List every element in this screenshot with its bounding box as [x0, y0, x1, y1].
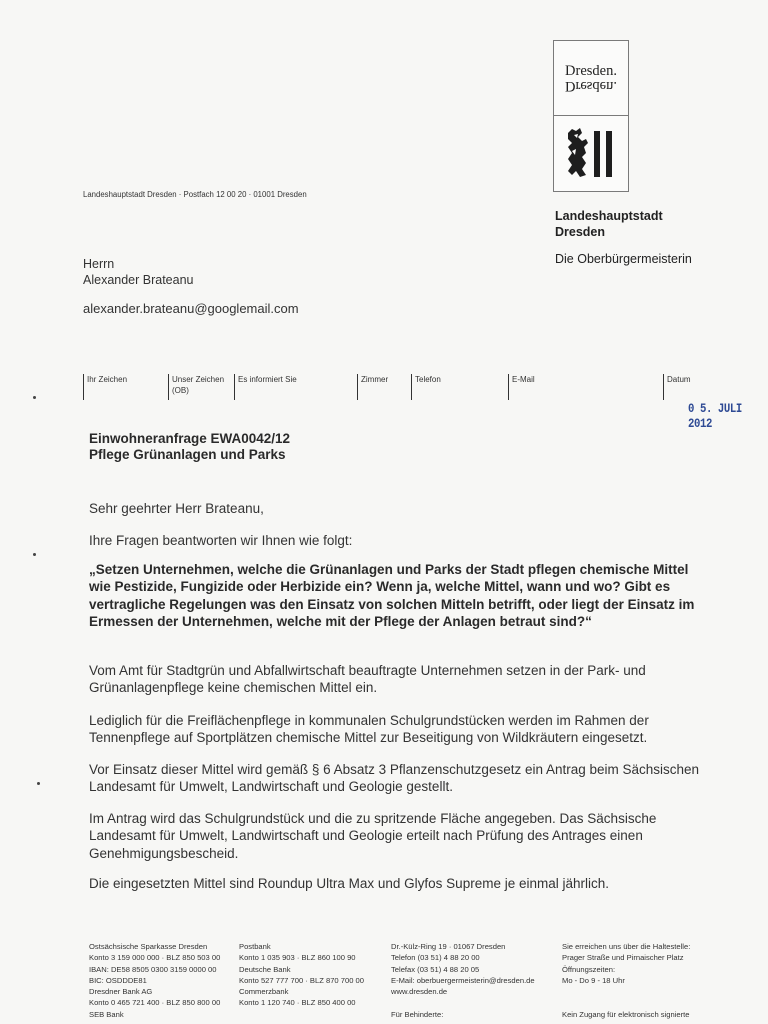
- ref-datum-label: Datum: [667, 375, 691, 384]
- footer-line: www.dresden.de: [391, 987, 448, 997]
- footer-line: Sie erreichen uns über die Haltestelle:: [562, 942, 691, 951]
- ref-unser-zeichen-value: (OB): [172, 386, 189, 395]
- subject-line1: Einwohneranfrage EWA0042/12: [89, 431, 291, 446]
- sender-organization: [555, 208, 663, 240]
- footer-line: IBAN: DE58 8505 0300 3159 0000 00: [89, 964, 217, 974]
- recipient-name: Alexander Brateanu: [83, 273, 194, 287]
- ref-unser-zeichen: [168, 374, 224, 400]
- footer-line: [562, 986, 690, 997]
- footer-bank-column-2: [239, 941, 364, 1009]
- answer-paragraph-2: Lediglich für die Freiflächenpflege in kommunalen Schulgrundstücken werden im Rahmen der Tennenpflege auf Sportplätzen chemische Mittel zur Beseitigung von Wildkräutern eingesetzt.: [89, 713, 649, 746]
- answer-paragraph-5: Die eingesetzten Mittel sind Roundup Ultra Max und Glyfos Supreme je einmal jährlich.: [89, 876, 610, 891]
- fold-mark: [33, 396, 36, 399]
- footer-contact-column: [391, 941, 535, 1020]
- dresden-lion-crest-icon: [562, 123, 620, 183]
- ref-zimmer: [357, 374, 388, 400]
- footer-line: Für Behinderte:: [391, 1009, 444, 1019]
- footer-line: Telefax (03 51) 4 88 20 05: [391, 964, 480, 974]
- footer-line: Deutsche Bank: [239, 964, 291, 974]
- footer-line: Dr.-Külz-Ring 19 · 01067 Dresden: [391, 942, 506, 951]
- footer-line: Konto 3 159 000 000 · BLZ 850 503 00: [89, 953, 221, 963]
- footer-line: Postbank: [239, 942, 271, 951]
- subject-line2: Pflege Grünanlagen und Parks: [89, 447, 286, 462]
- sender-department: Die Oberbürgermeisterin: [555, 252, 692, 266]
- footer-line: Prager Straße und Pirnaischer Platz: [562, 953, 684, 963]
- footer-line: Mo - Do 9 - 18 Uhr: [562, 975, 625, 985]
- footer-line: Konto 0 465 721 400 · BLZ 850 800 00: [89, 998, 221, 1008]
- ref-unser-zeichen-label: Unser Zeichen: [172, 375, 225, 384]
- ref-email: [508, 374, 535, 400]
- footer-line: Telefon (03 51) 4 88 20 00: [391, 953, 480, 963]
- ref-zimmer-label: Zimmer: [361, 375, 389, 384]
- ref-ihr-zeichen-label: Ihr Zeichen: [87, 375, 128, 384]
- recipient-address: [83, 256, 194, 288]
- footer-line: Dresdner Bank AG: [89, 987, 153, 997]
- footer-line: E-Mail: oberbuergermeisterin@dresden.de: [391, 975, 535, 985]
- recipient-email: alexander.brateanu@googlemail.com: [83, 301, 299, 316]
- ref-ihr-zeichen: [83, 374, 127, 400]
- logo-divider: [554, 115, 628, 116]
- footer-transit-column: [562, 941, 690, 1020]
- ref-telefon: [411, 374, 441, 400]
- ref-email-label: E-Mail: [512, 375, 535, 384]
- answer-paragraph-1: Vom Amt für Stadtgrün und Abfallwirtschaft beauftragte Unternehmen setzen in der Park- und Grünanlagenpflege keine chemischen Mittel ein.: [89, 663, 646, 696]
- footer-line: [562, 997, 690, 1008]
- footer-line: SEB Bank: [89, 1009, 124, 1019]
- date-stamp: 0 5. JULI 2012: [688, 401, 742, 431]
- footer-line: Konto 1 120 740 · BLZ 850 400 00: [239, 998, 356, 1008]
- ref-es-informiert: [234, 374, 297, 400]
- footer-line: BIC: OSDDDE81: [89, 975, 147, 985]
- logo-wordmark: Dresden.: [565, 63, 617, 79]
- footer-line: [391, 997, 535, 1008]
- recipient-title: Herrn: [83, 257, 115, 271]
- quoted-question: „Setzen Unternehmen, welche die Grünanlagen und Parks der Stadt pflegen chemische Mittel wie Pestizide, Fungizide oder Herbizide ein? Wenn ja, welche Mittel, wann und wo? Gibt es vertragliche Regelungen was den Einsatz von solchen Mitteln betrifft, oder liegt der Einsatz im Ermessen der Unternehmen, welche mit der Pflege der Anlagen betraut sind?“: [89, 562, 695, 629]
- footer-line: Konto 1 035 903 · BLZ 860 100 90: [239, 953, 356, 963]
- greeting: Sehr geehrter Herr Brateanu,: [89, 501, 264, 516]
- letter-subject: [89, 431, 290, 463]
- sender-org-line2: Dresden: [555, 225, 606, 239]
- footer-bank-column-1: [89, 941, 220, 1020]
- footer-line: Öffnungszeiten:: [562, 964, 616, 974]
- footer-line: Ostsächsische Sparkasse Dresden: [89, 942, 208, 951]
- logo-wordmark-mirrored: Dresden.: [565, 78, 617, 94]
- fold-mark: [33, 553, 36, 556]
- sender-org-line1: Landeshauptstadt: [555, 209, 663, 223]
- dresden-logo: [553, 40, 629, 192]
- ref-telefon-label: Telefon: [415, 375, 441, 384]
- answer-paragraph-3: Vor Einsatz dieser Mittel wird gemäß § 6 Absatz 3 Pflanzenschutzgesetz ein Antrag beim Sächsischen Landesamt für Umwelt, Landwirtschaft und Geologie gestellt.: [89, 762, 700, 795]
- footer-line: Konto 527 777 700 · BLZ 870 700 00: [239, 975, 364, 985]
- fold-mark: [37, 782, 40, 785]
- ref-es-informiert-label: Es informiert Sie: [238, 375, 297, 384]
- intro-line: Ihre Fragen beantworten wir Ihnen wie folgt:: [89, 533, 353, 548]
- footer-line: Commerzbank: [239, 987, 289, 997]
- footer-line: Kein Zugang für elektronisch signierte: [562, 1009, 690, 1019]
- return-address: Landeshauptstadt Dresden · Postfach 12 00 20 · 01001 Dresden: [83, 190, 307, 199]
- answer-paragraph-4: Im Antrag wird das Schulgrundstück und die zu spritzende Fläche angegeben. Das Sächsische Landesamt für Umwelt, Landwirtschaft und Geologie erteilt nach Prüfung des Antrages einen Genehmigungsbescheid.: [89, 811, 657, 861]
- ref-datum: [663, 374, 691, 400]
